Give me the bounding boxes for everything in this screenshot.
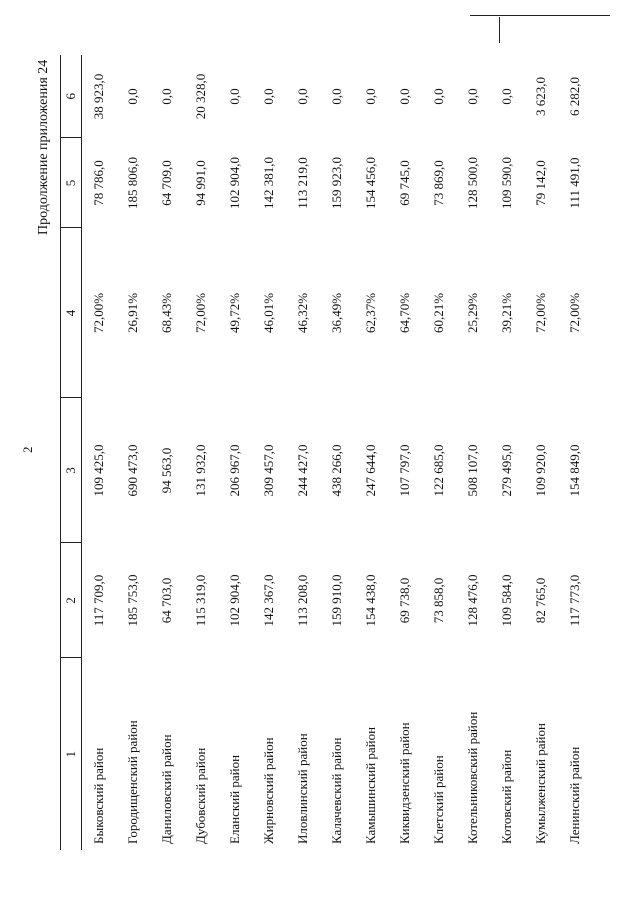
district-name-cell: Клетский район [431,755,446,844]
table-row [150,55,184,850]
value-cell: 64,70% [397,292,412,334]
district-name-cell: Городищенский район [125,720,140,844]
table-row [354,55,388,850]
value-cell: 0,0 [125,88,140,105]
district-name-cell: Ленинский район [567,746,582,844]
value-cell: 109 920,0 [533,444,548,497]
district-name-cell: Котельниковский район [465,711,480,844]
value-cell: 26,91% [125,292,140,334]
value-cell: 128 476,0 [465,574,480,627]
table-row [116,55,150,850]
value-cell: 102 904,0 [227,157,242,209]
value-cell: 68,43% [159,292,174,334]
value-cell: 94 563,0 [159,447,174,494]
district-name-cell: Киквидзенский район [397,722,412,844]
column-header: 1 [61,658,82,850]
value-cell: 102 904,0 [227,574,242,627]
value-cell: 438 266,0 [329,444,344,497]
district-name-cell: Котовский район [499,749,514,844]
value-cell: 185 753,0 [125,574,140,627]
column-header: 2 [61,543,82,658]
header-row [61,55,82,850]
value-cell: 20 328,0 [193,73,208,120]
value-cell: 64 709,0 [159,160,174,206]
table-row [456,55,490,850]
value-cell: 154 849,0 [567,444,582,497]
data-table [60,55,592,850]
value-cell: 244 427,0 [295,444,310,497]
column-header: 5 [61,138,82,228]
corner-mark-vertical [470,15,610,16]
table-row [490,55,524,850]
value-cell: 0,0 [363,88,378,105]
value-cell: 0,0 [261,88,276,105]
value-cell: 0,0 [159,88,174,105]
value-cell: 109 590,0 [499,157,514,209]
value-cell: 159 923,0 [329,157,344,209]
value-cell: 0,0 [499,88,514,105]
value-cell: 128 500,0 [465,157,480,209]
district-name-cell: Калачевский район [329,737,344,844]
value-cell: 690 473,0 [125,444,140,497]
value-cell: 72,00% [533,292,548,334]
table-row [286,55,320,850]
value-cell: 0,0 [329,88,344,105]
value-cell: 62,37% [363,292,378,334]
value-cell: 64 703,0 [159,577,174,624]
value-cell: 78 786,0 [91,160,106,206]
value-cell: 6 282,0 [567,77,582,116]
value-cell: 73 858,0 [431,577,446,624]
value-cell: 82 765,0 [533,577,548,624]
value-cell: 36,49% [329,292,344,334]
value-cell: 117 709,0 [91,574,106,627]
value-cell: 113 208,0 [295,574,310,627]
value-cell: 0,0 [397,88,412,105]
district-name-cell: Даниловский район [159,734,174,844]
value-cell: 25,29% [465,292,480,334]
district-name-cell: Иловлинский район [295,733,310,844]
value-cell: 154 438,0 [363,574,378,627]
value-cell: 94 991,0 [193,160,208,206]
value-cell: 107 797,0 [397,444,412,497]
district-name-cell: Камышинский район [363,726,378,844]
value-cell: 109 425,0 [91,444,106,497]
value-cell: 122 685,0 [431,444,446,497]
value-cell: 49,72% [227,292,242,334]
value-cell: 279 495,0 [499,444,514,497]
value-cell: 69 738,0 [397,577,412,624]
value-cell: 69 745,0 [397,160,412,206]
value-cell: 206 967,0 [227,444,242,497]
page-number: 2 [20,446,35,453]
column-header: 3 [61,398,82,543]
value-cell: 38 923,0 [91,73,106,120]
value-cell: 3 623,0 [533,77,548,116]
table-row [524,55,558,850]
value-cell: 72,00% [193,292,208,334]
value-cell: 111 491,0 [567,157,582,209]
value-cell: 247 644,0 [363,444,378,497]
table-row [218,55,252,850]
column-header: 4 [61,228,82,398]
value-cell: 185 806,0 [125,157,140,209]
value-cell: 0,0 [431,88,446,105]
value-cell: 0,0 [227,88,242,105]
column-header: 6 [61,55,82,138]
value-cell: 72,00% [567,292,582,334]
table-row [422,55,456,850]
value-cell: 73 869,0 [431,160,446,206]
district-name-cell: Жирновский район [261,737,276,844]
value-cell: 154 456,0 [363,157,378,209]
value-cell: 0,0 [465,88,480,105]
corner-mark [499,17,500,43]
appendix-caption: Продолжение приложения 24 [36,59,51,235]
value-cell: 46,01% [261,292,276,334]
value-cell: 131 932,0 [193,444,208,497]
value-cell: 117 773,0 [567,574,582,627]
value-cell: 46,32% [295,292,310,334]
table-row [82,55,117,850]
value-cell: 60,21% [431,292,446,334]
district-name-cell: Кумылженский район [533,723,548,844]
district-name-cell: Еланский район [227,754,242,844]
value-cell: 39,21% [499,292,514,334]
district-name-cell: Быковский район [91,747,106,844]
table-row [184,55,218,850]
table-row [558,55,592,850]
value-cell: 159 910,0 [329,574,344,627]
value-cell: 109 584,0 [499,574,514,627]
value-cell: 72,00% [91,292,106,334]
value-cell: 79 142,0 [533,160,548,206]
value-cell: 115 319,0 [193,574,208,627]
value-cell: 142 367,0 [261,574,276,627]
table-row [320,55,354,850]
table-row [252,55,286,850]
value-cell: 309 457,0 [261,444,276,497]
value-cell: 142 381,0 [261,157,276,209]
district-name-cell: Дубовский район [193,747,208,844]
table-row [388,55,422,850]
value-cell: 113 219,0 [295,157,310,209]
value-cell: 508 107,0 [465,444,480,497]
value-cell: 0,0 [295,88,310,105]
